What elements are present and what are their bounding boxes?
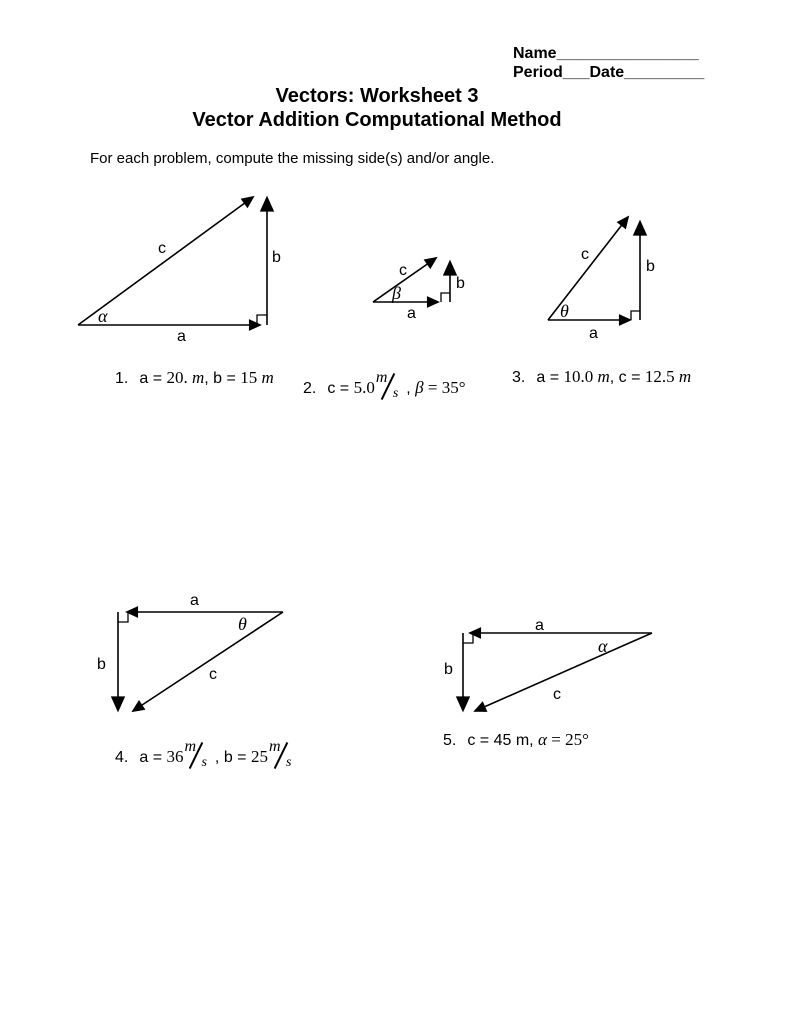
problem-3-given-c: , c = (609, 369, 645, 386)
t4-angle-theta-label: θ (238, 614, 247, 634)
problem-5-given-c: c = 45 m, (467, 732, 539, 749)
problem-4-unit-fraction-b (268, 740, 295, 772)
triangle-2-diagram (373, 258, 465, 322)
name-blank-line: Name________________ (513, 45, 699, 62)
t2-angle-beta-label: β (392, 283, 401, 303)
problem-3-a-unit: m (593, 367, 610, 386)
t1-side-c-label: c (158, 240, 166, 257)
problem-1-a-value: 20. (166, 368, 188, 387)
t1-side-a-label: a (177, 328, 186, 345)
triangle-3-diagram (548, 217, 655, 342)
problem-2-c-value: 5.0 (353, 378, 375, 397)
t2-side-a-label: a (407, 305, 416, 322)
t5-side-b-label: b (444, 661, 453, 678)
t5-side-a-label: a (535, 617, 544, 634)
problem-1 (115, 368, 274, 389)
problem-3-number: 3. (512, 369, 526, 386)
title-line-1: Vectors: Worksheet 3 (275, 85, 479, 107)
problem-4-given-b: , b = (210, 749, 251, 766)
t2-side-b-label: b (456, 275, 465, 292)
problem-4-a-value: 36 (166, 747, 184, 766)
problem-1-a-unit: m (187, 368, 205, 387)
t1-angle-alpha-label: α (98, 306, 108, 326)
problem-3-given-a: a = (536, 369, 564, 386)
problem-3-c-unit: m (674, 367, 692, 386)
t3-angle-theta-label: θ (560, 301, 569, 321)
t4-right-angle-marker (118, 612, 128, 622)
fraction-numerator: m (375, 369, 388, 386)
problem-3-a-value: 10.0 (563, 367, 594, 386)
fraction-denominator: s (285, 755, 292, 770)
problem-1-given-a: a = (139, 370, 167, 387)
problem-5 (443, 730, 589, 751)
problem-1-number: 1. (115, 370, 129, 387)
instruction-text: For each problem, compute the missing side(s) and/or angle. (90, 150, 495, 167)
t5-angle-alpha-label: α (598, 636, 608, 656)
t3-side-c-label: c (581, 246, 589, 263)
problem-5-angle-equation: = 25° (546, 730, 589, 749)
problem-2-number: 2. (303, 380, 317, 397)
problem-2-comma: , (401, 380, 416, 397)
t1-right-angle-marker (257, 315, 267, 325)
t1-side-b-label: b (272, 249, 281, 266)
t3-side-b-label: b (646, 258, 655, 275)
problem-2 (303, 371, 466, 403)
t4-side-c-label: c (209, 666, 217, 683)
fraction-denominator: s (201, 755, 207, 770)
problem-2-angle-symbol: β (415, 378, 424, 397)
problem-4-number: 4. (115, 749, 129, 766)
problem-3 (512, 367, 691, 388)
triangle-4-diagram (97, 592, 283, 711)
problem-2-angle-equation: = 35° (423, 378, 466, 397)
problem-2-unit-fraction (375, 371, 402, 403)
problem-5-number: 5. (443, 732, 457, 749)
period-date-blank-line: Period___Date_________ (513, 64, 705, 81)
t4-side-b-label: b (97, 656, 106, 673)
problem-5-angle-symbol: α (538, 730, 547, 749)
t4-vector-c (133, 612, 283, 711)
fraction-numerator: m (268, 738, 281, 755)
triangle-5-diagram (444, 617, 652, 711)
t5-vector-c (475, 633, 652, 711)
fraction-denominator: s (392, 386, 399, 401)
problem-1-given-b: , b = (204, 370, 241, 387)
t3-right-angle-marker (631, 311, 640, 320)
problem-4-b-value: 25 (250, 747, 268, 766)
problem-1-b-unit: m (257, 368, 274, 387)
problem-4 (115, 740, 295, 772)
t5-right-angle-marker (463, 633, 473, 643)
triangle-1-diagram (78, 197, 281, 345)
problem-2-given-c: c = (327, 380, 354, 397)
t2-right-angle-marker (441, 293, 450, 302)
t3-side-a-label: a (589, 325, 598, 342)
problem-3-c-value: 12.5 (644, 367, 675, 386)
t4-side-a-label: a (190, 592, 199, 609)
title-line-2: Vector Addition Computational Method (192, 109, 562, 131)
t5-side-c-label: c (553, 686, 561, 703)
problem-4-given-a: a = (139, 749, 167, 766)
problem-1-b-value: 15 (240, 368, 258, 387)
t2-side-c-label: c (399, 262, 407, 279)
fraction-numerator: m (184, 738, 197, 755)
problem-4-unit-fraction-a (183, 740, 210, 772)
